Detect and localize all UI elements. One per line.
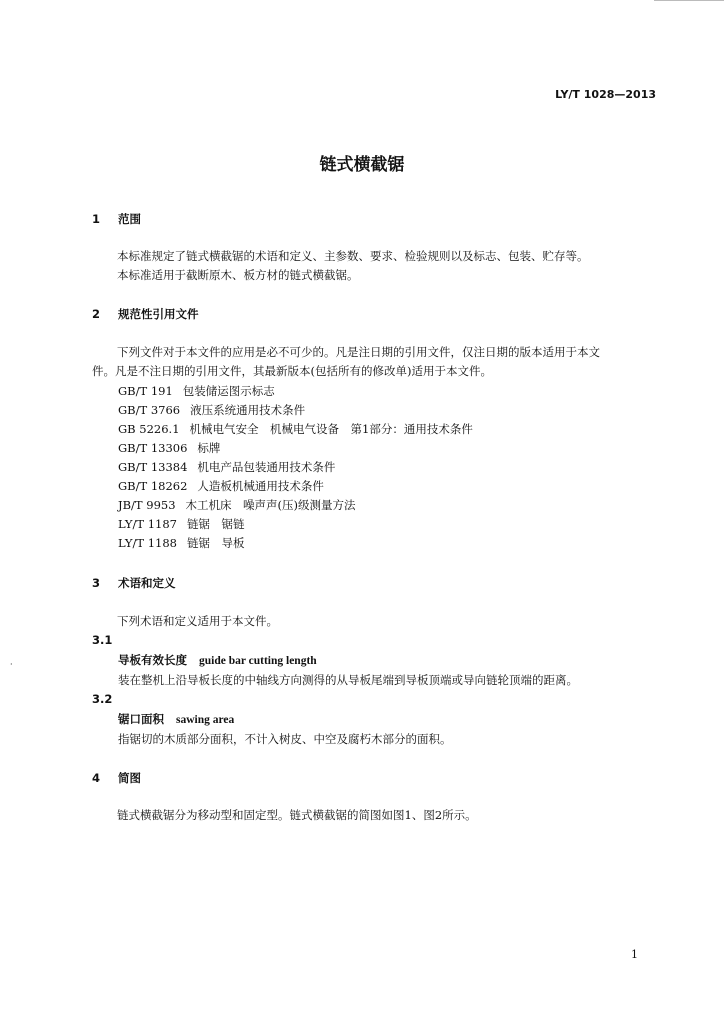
section-3-heading [92,575,176,591]
section-number: 2 [92,307,101,321]
reference-code: GB/T 191 [118,384,173,398]
reference-item [118,516,244,532]
reference-code: GB/T 13384 [118,460,188,474]
term-heading [118,652,317,668]
reference-code: LY/T 1187 [118,517,177,531]
term-definition: 装在整机上沿导板长度的中轴线方向测得的从导板尾端到导板顶端或导向链轮顶端的距离。 [118,673,578,687]
reference-title: 液压系统通用技术条件 [190,403,306,417]
reference-item [118,421,473,437]
term-number: 3.2 [92,692,113,706]
reference-title: 机械电气安全 机械电气设备 第1部分：通用技术条件 [189,422,473,436]
reference-item [118,497,356,513]
reference-code: JB/T 9953 [118,498,176,512]
reference-code: LY/T 1188 [118,536,177,550]
term-number: 3.1 [92,633,113,647]
section-title: 简图 [118,771,142,785]
section-1-para-2: 本标准适用于截断原木、板方材的链式横截锯。 [117,268,359,282]
reference-item [118,383,275,399]
reference-title: 链锯 锯链 [186,517,245,531]
reference-title: 人造板机械通用技术条件 [197,479,324,493]
reference-item [118,535,244,551]
term-zh: 导板有效长度 [118,653,187,667]
reference-code: GB/T 18262 [118,479,188,493]
reference-item [118,440,220,456]
section-title: 术语和定义 [118,576,176,590]
section-title: 范围 [118,212,142,226]
section-4-heading [92,770,141,786]
section-number: 1 [92,212,101,226]
reference-title: 木工机床 噪声声(压)级测量方法 [185,498,356,512]
section-1-para-1: 本标准规定了链式横截锯的术语和定义、主参数、要求、检验规则以及标志、包装、贮存等。 [117,249,589,263]
reference-code: GB 5226.1 [118,422,180,436]
term-en: sawing area [176,714,235,726]
section-4-para: 链式横截锯分为移动型和固定型。链式横截锯的简图如图1、图2所示。 [117,808,477,822]
section-number: 4 [92,771,101,785]
section-1-heading [92,211,141,227]
term-definition: 指锯切的木质部分面积，不计入树皮、中空及腐朽木部分的面积。 [118,732,452,746]
section-2-intro-line-2: 件。凡是不注日期的引用文件，其最新版本(包括所有的修改单)适用于本文件。 [92,364,492,378]
section-3-intro: 下列术语和定义适用于本文件。 [117,614,278,628]
reference-item [118,459,335,475]
reference-code: GB/T 3766 [118,403,181,417]
section-title: 规范性引用文件 [118,307,199,321]
section-2-heading [92,306,199,322]
corner-rule [654,0,724,1]
reference-title: 标牌 [197,441,221,455]
term-heading [118,711,234,727]
term-en: guide bar cutting length [199,655,317,667]
document-title: 链式横截锯 [319,155,405,175]
term-zh: 锯口面积 [118,712,164,726]
reference-item [118,402,305,418]
page-number: 1 [631,948,638,961]
reference-title: 链锯 导板 [186,536,245,550]
reference-title: 机电产品包装通用技术条件 [197,460,336,474]
reference-title: 包装储运图示标志 [182,384,275,398]
standard-code: LY/T 1028—2013 [555,88,656,101]
reference-item [118,478,324,494]
section-number: 3 [92,576,101,590]
section-2-intro-line-1: 下列文件对于本文件的应用是必不可少的。凡是注日期的引用文件，仅注日期的版本适用于本文 [117,345,600,359]
reference-code: GB/T 13306 [118,441,188,455]
margin-dot: · [10,660,13,669]
